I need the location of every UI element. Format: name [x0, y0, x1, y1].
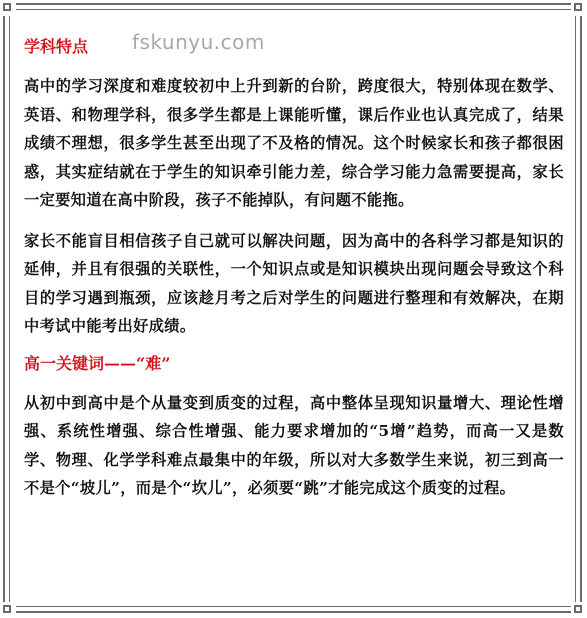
section-heading-subject-features: 学科特点: [24, 37, 89, 56]
frame-corner-ornament: [571, 602, 587, 618]
frame-corner-ornament: [0, 0, 16, 16]
section-heading-row: [24, 30, 564, 58]
paragraph-subject-features-1: 高中的学习深度和难度较初中上升到新的台阶，跨度很大，特别体现在数学、英语、和物理学科，很多学生都是上课能听懂，课后作业也认真完成了，结果成绩不理想，很多学生甚至出现了不及格的情况。这个时候家长和孩子都很困惑，其实症结就在于学生的知识牵引能力差，综合学习能力急需要提高，家长一定要知道在高中阶段，孩子不能掉队，有问题不能拖。: [24, 77, 564, 209]
article-content: [24, 30, 564, 503]
paragraph-subject-features-2: 家长不能盲目相信孩子自己就可以解决问题，因为高中的各科学习都是知识的延伸，并且有很强的关联性，一个知识点或是知识模块出现问题会导致这个科目的学习遇到瓶颈，应该趁月考之后对学生的问题进行整理和有效解决，在期中考试中能考出好成绩。: [24, 231, 564, 335]
paragraph-keyword-difficult: 从初中到高中是个从量变到质变的过程，高中整体呈现知识量增大、理论性增强、系统性增强、综合性增强、能力要求增加的“5增”趋势，而高一又是数学、物理、化学学科难点最集中的年级，所以对大多数学生来说，初三到高一不是个“坡儿”，而是个“坎儿”，必须要“跳”才能完成这个质变的过程。: [24, 393, 564, 497]
section-heading-keyword-difficult: 高一关键词——“难”: [24, 353, 171, 373]
site-watermark: fskunyu.com: [132, 30, 265, 54]
frame-corner-ornament: [571, 0, 587, 16]
frame-corner-ornament: [0, 602, 16, 618]
